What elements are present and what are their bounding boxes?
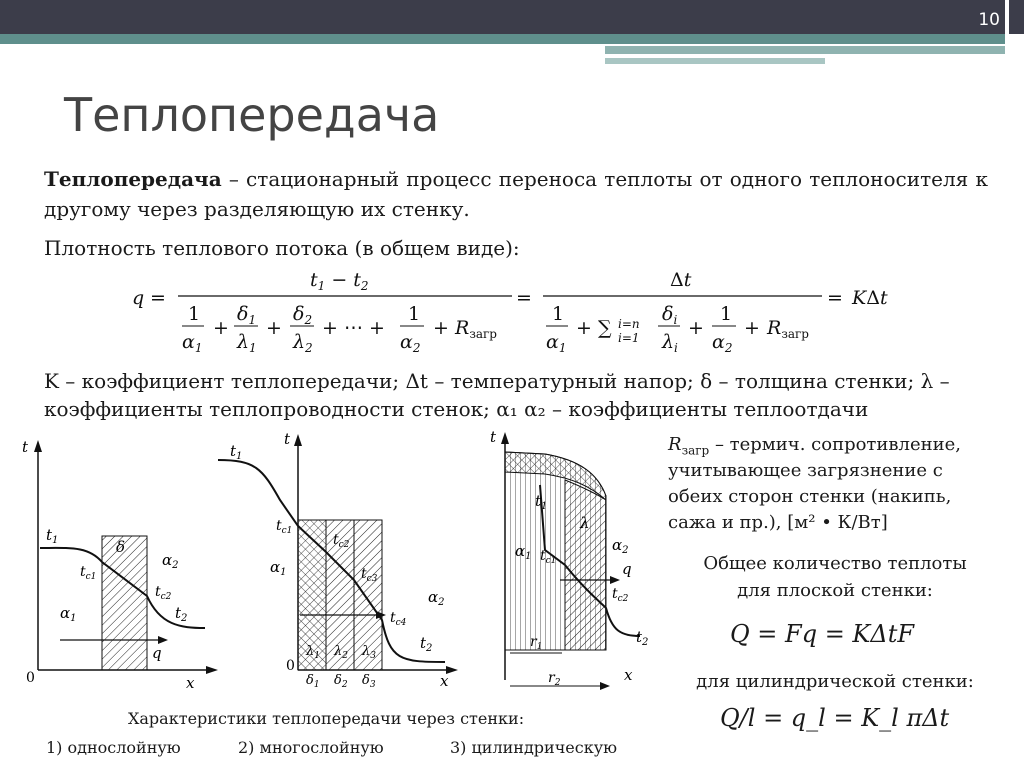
svg-text:1: 1 — [188, 303, 201, 325]
svg-text:t2: $t_2$ — [420, 634, 433, 654]
svg-text:α1: $\alpha_1$ — [546, 331, 567, 355]
svg-text:+: + — [266, 317, 282, 339]
svg-text:=: = — [827, 287, 843, 309]
svg-text:λ2: $\lambda_2$ — [334, 644, 348, 661]
svg-text:tc4: $t_{c4}$ — [390, 610, 407, 628]
svg-text:α2: $\alpha_2$ — [428, 588, 445, 608]
flux-label: Плотность теплового потока (в общем виде): — [44, 236, 520, 260]
page-title: Теплопередача — [64, 88, 440, 142]
svg-text:λ3: $\lambda_3$ — [362, 644, 376, 661]
svg-text:+ ∑: + ∑ — [576, 317, 612, 339]
svg-text:λ: λ — [580, 514, 590, 532]
svg-text:δ2: $\delta_2$ — [293, 303, 313, 327]
svg-text:δ1: $\delta_1$ — [237, 303, 257, 327]
svg-text:0: 0 — [286, 658, 295, 674]
diagram-cylindrical — [490, 430, 648, 690]
svg-text:α1: $\alpha_1$ — [60, 604, 77, 624]
formula-flat: Q = Fq = KΔtF — [730, 620, 914, 648]
svg-text:=: = — [516, 287, 532, 309]
svg-text:δ1: $\delta_1$ — [306, 673, 320, 690]
svg-text:tc1: $t_{c1}$ — [540, 548, 557, 566]
svg-text:α1: $\alpha_1$ — [515, 542, 532, 562]
svg-text:α2: $\alpha_2$ — [712, 331, 733, 355]
svg-text:+: + — [688, 317, 704, 339]
svg-text:t: t — [490, 430, 497, 446]
svg-text:x: x — [624, 666, 633, 684]
figure-caption: Характеристики теплопередачи через стенки: — [128, 709, 525, 728]
top-bar — [0, 0, 1024, 34]
resistance-sub: загр — [681, 443, 710, 458]
svg-text:α2: $\alpha_2$ — [162, 551, 179, 571]
svg-text:q: q — [152, 644, 162, 662]
svg-text:tc3: $t_{c3}$ — [361, 566, 378, 584]
svg-text:x: x — [186, 674, 195, 692]
resistance-line-2: учитывающее загрязнение с — [668, 460, 943, 481]
svg-text:t: t — [22, 438, 29, 456]
svg-text:tc2: $t_{c2}$ — [333, 532, 350, 550]
svg-text:Rзагр: $R_{загр}$ — [767, 317, 809, 341]
cylinder-label: для цилиндрической стенки: — [696, 671, 974, 692]
svg-text:t2: $t_2$ — [636, 628, 649, 648]
heat-flux-formula — [0, 268, 1024, 358]
svg-text:λi: $\lambda_i$ — [662, 331, 678, 355]
legend-line-1: K – коэффициент теплопередачи; Δt – температурный напор; δ – толщина стенки; λ – — [44, 369, 950, 393]
svg-text:KΔt: KΔt — [852, 287, 888, 309]
page-number: 10 — [978, 10, 1000, 30]
svg-text:α2: $\alpha_2$ — [400, 331, 421, 355]
resistance-symbol: R — [668, 434, 682, 455]
svg-text:t1: $t_1$ — [230, 442, 243, 462]
svg-text:λ1: $\lambda_1$ — [237, 331, 257, 355]
svg-text:tc2: $t_{c2}$ — [612, 586, 629, 604]
svg-text:α2: $\alpha_2$ — [612, 536, 629, 556]
definition — [44, 164, 988, 224]
svg-text:+: + — [744, 317, 760, 339]
total-heat-line-1: Общее количество теплоты — [703, 553, 967, 574]
accent-stripe-3 — [605, 58, 825, 64]
svg-text:δ3: $\delta_3$ — [362, 673, 376, 690]
svg-text:0: 0 — [26, 670, 35, 686]
svg-text:δi: $\delta_i$ — [662, 303, 678, 327]
svg-text:Δt: Δt — [670, 269, 692, 291]
svg-text:i=1: i=1 — [618, 331, 640, 345]
svg-text:t1: $t_1$ — [46, 526, 59, 546]
svg-text:1: 1 — [552, 303, 565, 325]
svg-text:1: 1 — [720, 303, 733, 325]
svg-text:δ: δ — [116, 538, 126, 556]
svg-text:t: t — [284, 430, 291, 448]
svg-text:q: q — [622, 560, 632, 578]
resistance-line-3: обеих сторон стенки (накипь, — [668, 486, 952, 507]
figure-item-3: 3) цилиндрическую — [450, 738, 618, 757]
figure-item-1: 1) однослойную — [46, 738, 181, 757]
svg-text:t1: $t_1$ — [535, 492, 548, 512]
svg-text:t2: $t_2$ — [175, 604, 188, 624]
heat-transfer-diagrams — [0, 430, 660, 700]
svg-text:r2: $r_2$ — [548, 670, 561, 688]
formula-cylinder: Q/l = q_l = K_l πΔt — [720, 704, 950, 732]
resistance-line-4: сажа и пр.), [м² • К/Вт] — [668, 512, 888, 533]
svg-text:λ1: $\lambda_1$ — [306, 644, 320, 661]
svg-text:Rзагр: $R_{загр}$ — [455, 317, 497, 341]
figure-item-2: 2) многослойную — [238, 738, 384, 757]
legend-line-2: коэффициенты теплопроводности стенок; α₁ α₂ – коэффициенты теплоотдачи — [44, 397, 869, 421]
svg-text:q: q — [132, 287, 145, 309]
resistance-text: – термич. сопротивление, — [709, 434, 961, 455]
svg-text:r1: $r_1$ — [530, 634, 543, 652]
diagram-single-layer — [22, 438, 218, 692]
svg-text:+ ⋯ +: + ⋯ + — [322, 317, 385, 339]
accent-stripe — [0, 34, 1005, 44]
svg-text:tc1: $t_{c1}$ — [80, 564, 97, 582]
total-heat-line-2: для плоской стенки: — [737, 580, 933, 601]
svg-text:=: = — [150, 287, 166, 309]
svg-text:δ2: $\delta_2$ — [334, 673, 348, 690]
svg-text:tc1: $t_{c1}$ — [276, 518, 293, 536]
svg-text:tc2: $t_{c2}$ — [155, 584, 172, 602]
divider — [1005, 0, 1009, 66]
svg-text:i=n: i=n — [618, 317, 640, 331]
svg-text:x: x — [440, 672, 449, 690]
svg-text:+: + — [433, 317, 449, 339]
svg-text:α1: $\alpha_1$ — [270, 558, 287, 578]
definition-term: Теплопередача — [44, 167, 222, 191]
svg-text:+: + — [213, 317, 229, 339]
svg-text:α1: $\alpha_1$ — [182, 331, 203, 355]
svg-text:λ2: $\lambda_2$ — [293, 331, 313, 355]
accent-stripe-2 — [605, 46, 1005, 54]
diagram-multi-layer — [218, 430, 458, 690]
definition-text: – стационарный процесс переноса теплоты от одного теплоносителя к другому через разделяющую их стенку. — [44, 167, 988, 221]
svg-text:1: 1 — [408, 303, 421, 325]
svg-text:t1 − t2: $t_1 - t_2$ — [310, 269, 369, 293]
